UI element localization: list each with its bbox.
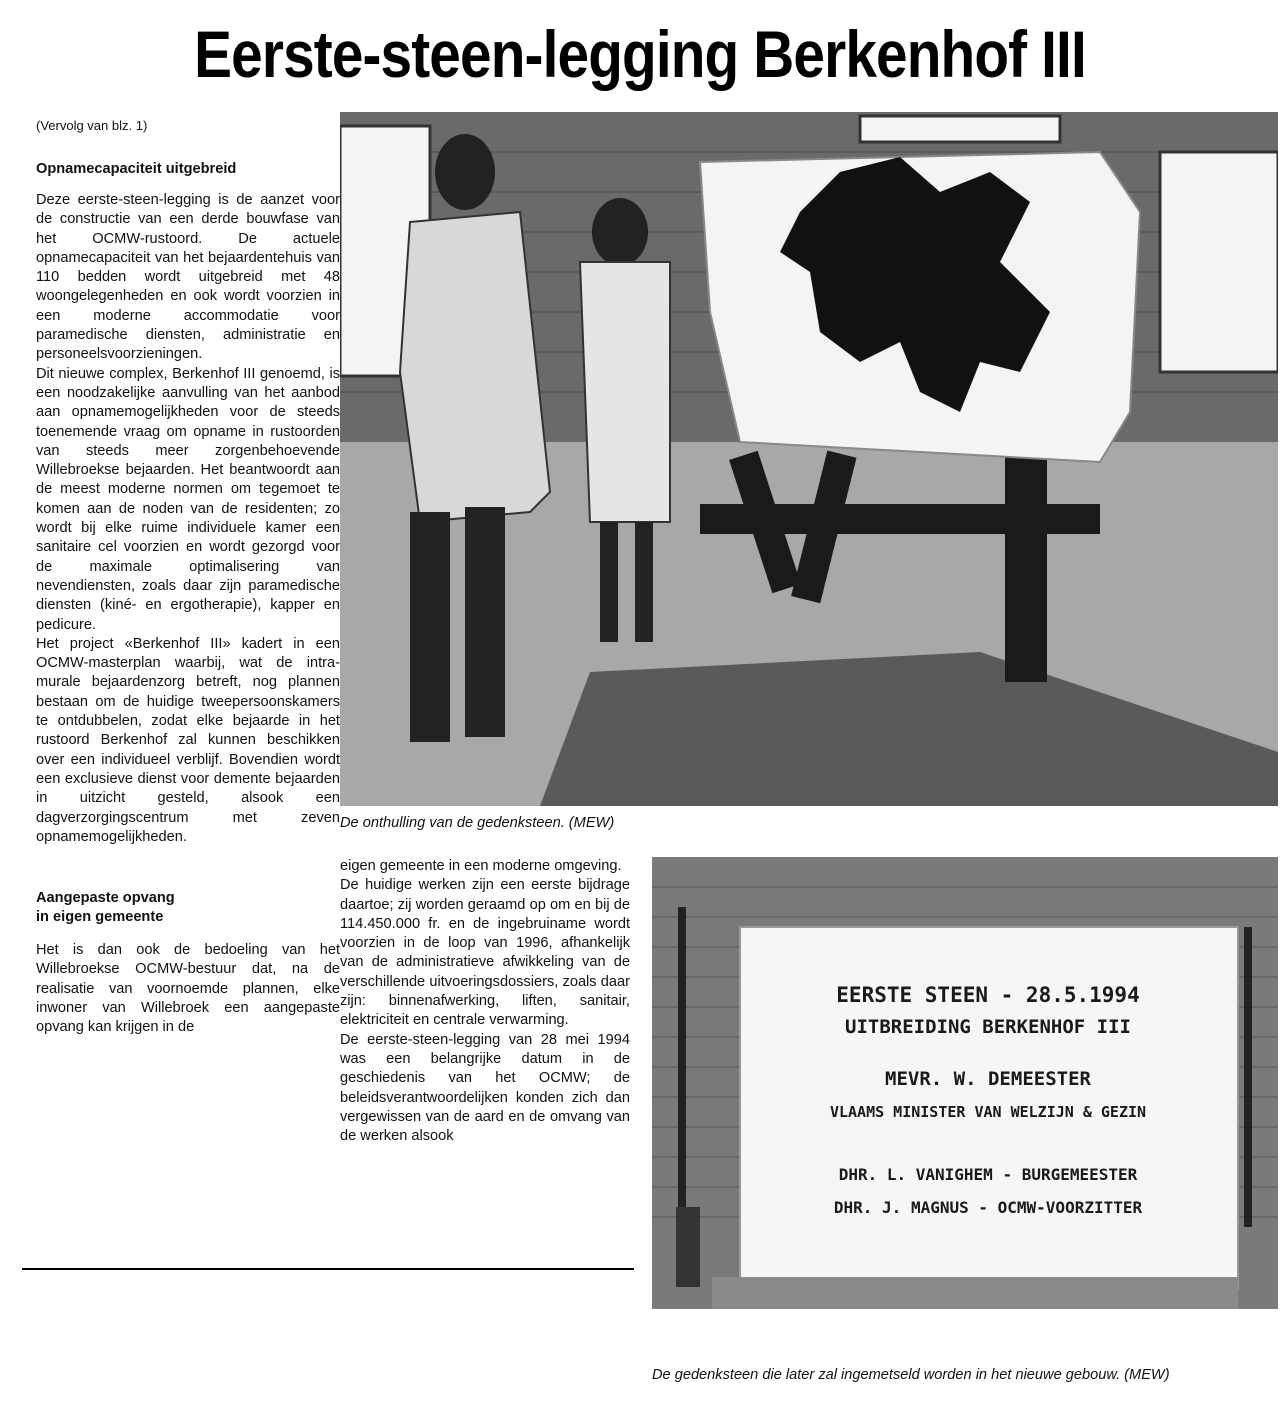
column-1 — [36, 160, 340, 1038]
headline: Eerste-steen-legging Berkenhof III — [194, 17, 1086, 91]
stone-line-1: EERSTE STEEN - 28.5.1994 — [836, 983, 1140, 1007]
unveiling-photo-drawing — [340, 112, 1278, 806]
column-2 — [340, 857, 630, 1146]
column-rule — [22, 1268, 634, 1270]
paragraph: eigen gemeente in een moderne omgeving. — [340, 858, 622, 874]
unveiling-photo — [340, 112, 1278, 806]
stone-line-3: MEVR. W. DEMEESTER — [885, 1068, 1091, 1090]
section-title-capacity: Opnamecapaciteit uitgebreid — [36, 161, 237, 177]
unveiling-caption: De onthulling van de gedenksteen. (MEW) — [340, 815, 615, 831]
stone-line-5: DHR. L. VANIGHEM - BURGEMEESTER — [838, 1165, 1138, 1184]
memorial-stone-caption: De gedenksteen die later zal ingemetseld worden in het nieuwe gebouw. (MEW) — [652, 1367, 1170, 1383]
paragraph: De huidige werken zijn een eerste bijdrage daartoe; zij worden geraamd op om en bij de 114.450.000 fr. en de ingebruiname wordt voorzien in de loop van 1996, afhankelijk van de administratieve afwikkeling van de verschillende uitvoeringsdossiers, zoals daar zijn: binnenafwerking, liften, sanitair, elektriciteit en centrale verwarming. — [340, 877, 630, 1029]
stone-line-6: DHR. J. MAGNUS - OCMW-VOORZITTER — [833, 1198, 1143, 1217]
stone-line-2: UITBREIDING BERKENHOF III — [845, 1016, 1131, 1038]
continuation-note: (Vervolg van blz. 1) — [36, 118, 148, 133]
section-title-opvang-2: in eigen gemeente — [36, 909, 164, 926]
paragraph: Deze eerste-steen-legging is de aanzet voor de constructie van een derde bouwfase van het OCMW-rustoord. De actuele opnamecapaciteit van het bejaardentehuis van 110 bedden wordt uitgebreid met 48 woongelegenheden en ook wordt voorzien in een moderne accommodatie voor paramedische diensten, administratie en personeelsvoorzieningen. — [36, 192, 340, 363]
paragraph: Dit nieuwe complex, Berkenhof III genoemd, is een noodzakelijke aanvulling van het aanbod aan opnamemogelijkheden voor de steeds toenemende vraag om opname in rustoorden van steeds meer zorgenbehoevende Willebroekse bejaarden. Het beantwoordt aan de meest moderne normen om tegemoet te komen aan de noden van de residenten; zo wordt bij elke ruime individuele kamer een sanitaire cel voorzien en wordt gezorgd voor de maximale optimalisering van nevendiensten, zoals daar zijn paramedische diensten (kiné- en ergotherapie), kapper en pedicure. — [36, 365, 340, 633]
memorial-stone-photo — [652, 857, 1278, 1309]
paragraph: Het is dan ook de bedoeling van het Willebroekse OCMW-bestuur dat, na de realisatie van voornoemde plannen, elke inwoner van Willebroek een aangepaste opvang kan krijgen in de — [36, 942, 340, 1036]
paragraph: Het project «Berkenhof III» kadert in een OCMW-masterplan waarbij, wat de intra-murale bejaardenzorg betreft, nog plannen bestaan om de huidige tweepersoonskamers te ontdubbelen, zodat elke bejaarde in het rustoord Berkenhof zal kunnen beschikken over een individueel verblijf. Bovendien wordt een exclusieve dienst voor demente bejaarden in uitzicht gesteld, alsook een dagverzorgingscentrum met zeven opnamemogelijkheden. — [36, 635, 340, 845]
paragraph: De eerste-steen-legging van 28 mei 1994 was een belangrijke datum in de geschiedenis van het OCMW; de beleidsverantwoordelijken konden zich dan vergewissen van de aard en de omvang van de werken alsook — [340, 1031, 630, 1145]
memorial-stone-drawing — [652, 857, 1278, 1309]
section-title-opvang-1: Aangepaste opvang — [36, 890, 175, 907]
stone-line-4: VLAAMS MINISTER VAN WELZIJN & GEZIN — [829, 1103, 1147, 1121]
